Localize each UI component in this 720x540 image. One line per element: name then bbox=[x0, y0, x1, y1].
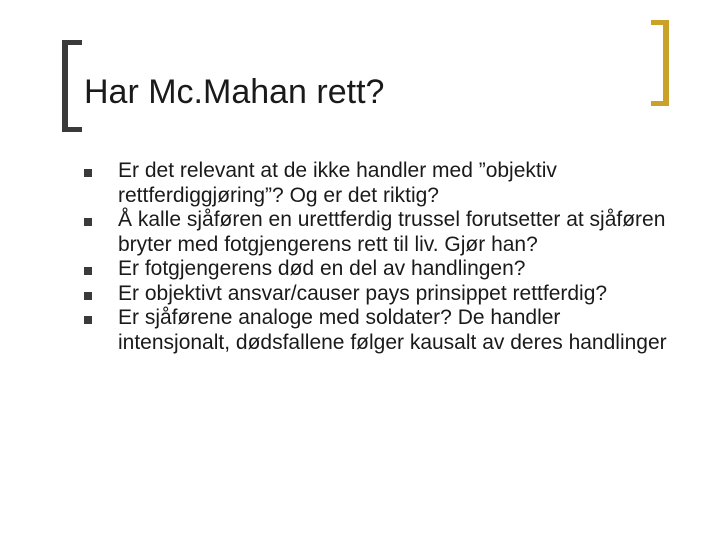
right-bracket-decoration bbox=[651, 20, 669, 106]
slide-title: Har Mc.Mahan rett? bbox=[84, 73, 385, 111]
bullet-text: Å kalle sjåføren en urettferdig trussel forutsetter at sjåføren bryter med fotgjengerens rett til liv. Gjør han? bbox=[118, 208, 666, 256]
square-bullet-icon bbox=[84, 169, 92, 177]
list-item bbox=[82, 282, 672, 307]
bullet-list bbox=[82, 159, 672, 355]
list-item bbox=[82, 257, 672, 282]
bullet-text: Er fotgjengerens død en del av handlingen? bbox=[118, 257, 526, 280]
bullet-text: Er sjåførene analoge med soldater? De handler intensjonalt, dødsfallene følger kausalt av deres handlinger bbox=[118, 306, 667, 354]
square-bullet-icon bbox=[84, 267, 92, 275]
left-bracket-decoration bbox=[62, 40, 82, 132]
bullet-text: Er objektivt ansvar/causer pays prinsippet rettferdig? bbox=[118, 281, 608, 305]
square-bullet-icon bbox=[84, 316, 92, 324]
list-item bbox=[82, 159, 672, 208]
square-bullet-icon bbox=[84, 218, 92, 226]
list-item bbox=[82, 208, 672, 257]
list-item bbox=[82, 306, 672, 355]
bullet-text: Er det relevant at de ikke handler med ”objektiv rettferdiggjøring”? Og er det riktig? bbox=[118, 159, 557, 207]
square-bullet-icon bbox=[84, 292, 92, 300]
